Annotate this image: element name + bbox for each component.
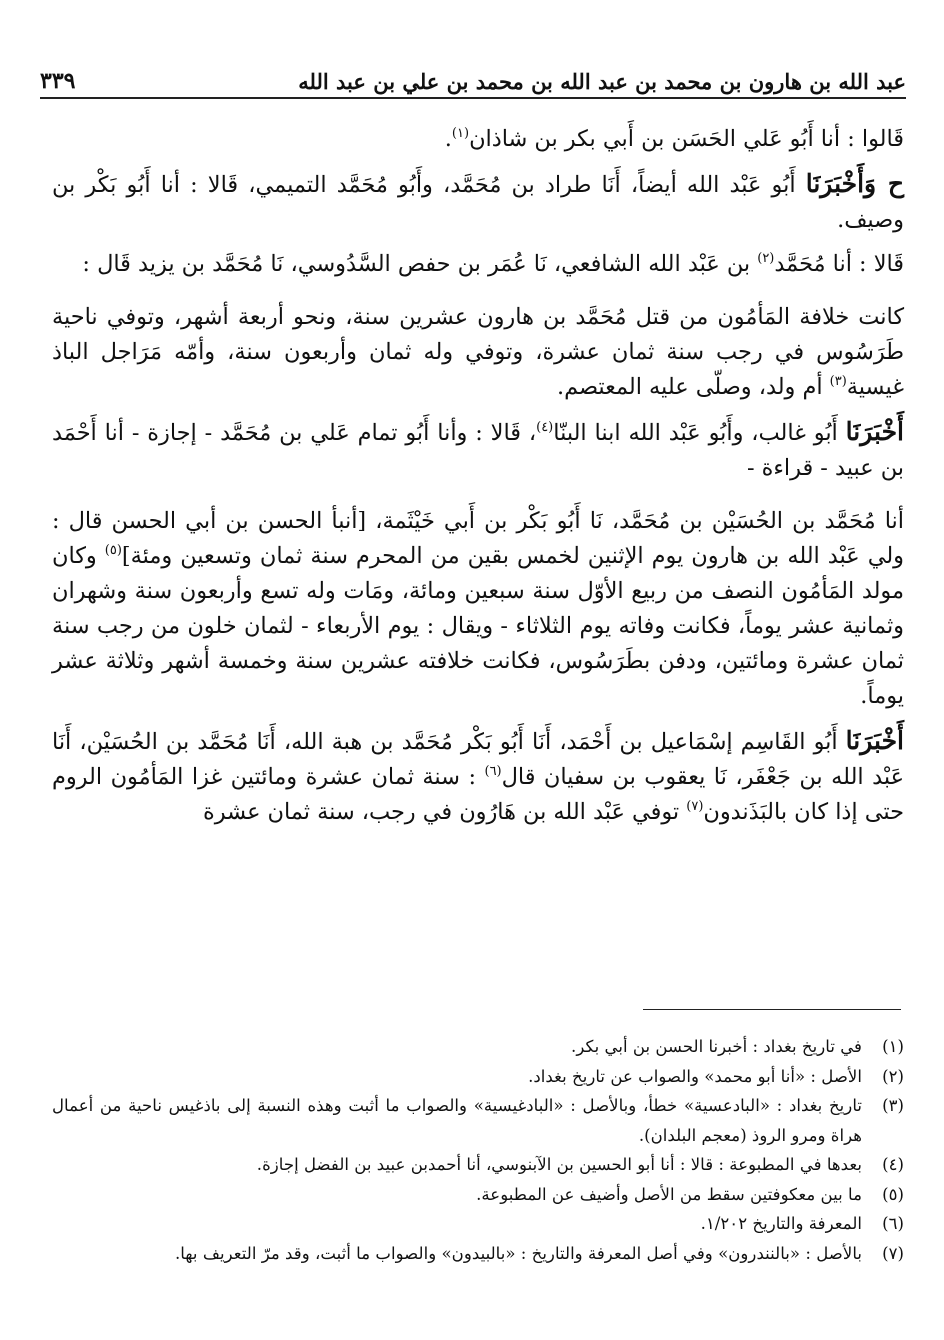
paragraph: أَخْبَرَنَا أَبُو القَاسِم إسْمَاعيل بن أَحْمَد، أَنَا أَبُو بَكْر مُحَمَّد بن هبة الله، أَنَا مُحَمَّد بن الحُسَيْن، أَنَا عَبْد الله بن جَعْفَر، نَا يعقوب بن سفيان قال$^{(٦)}$ : سنة ثمان عشرة ومائتين غزا المَأمُون الروم حتى إذا كان بالبَذَندون$^{(٧)}$ توفي عَبْد الله بن هَارُون في رجب، سنة ثمان عشرة xyxy=(52,726,904,825)
paragraph: أنا مُحَمَّد بن الحُسَيْن بن مُحَمَّد، نَا أَبُو بَكْر بن أَبي خَيْثَمة، [أنبأ الحسن بن أبي الحسن قال : ولي عَبْد الله بن هارون يوم الإثنين لخمس بقين من المحرم سنة ثمان وتسعين ومئة]$^{(٥)}$ وكان مولد المَأمُون النصف من ربيع الأوّل سنة سبعين ومائة، ومَات وله تسع وأربعون سنة وشهران وثمانية عشر يوماً، فكانت وفاته يوم الثلاثاء - ويقال : يوم الأربعاء - لثمان خلون من رجب سنة ثمان عشرة ومائتين، ودفن بطَرَسُوس، فكانت خلافته عشرين سنة وخمسة أشهر وثلاثة عشر يوماً. xyxy=(52,508,904,709)
footnote-item xyxy=(52,1062,904,1092)
footnote-ref: (٥) xyxy=(104,543,122,558)
footnote-number: (٤) xyxy=(882,1155,904,1174)
paragraph: قَالوا : أنا أَبُو عَلي الحَسَن بن أَبي بكر بن شاذان$^{(١)}$. xyxy=(444,126,904,152)
footnote-number: (٥) xyxy=(882,1184,904,1204)
footnotes xyxy=(52,1032,904,1268)
main-text xyxy=(52,122,904,830)
paragraph: كانت خلافة المَأمُون من قتل مُحَمَّد بن هارون عشرين سنة، ونحو أربعة أشهر، وتوفي ناحية طَرَسُوس في رجب سنة ثمان عشرة، وتوفي وله ثمان وأربعون سنة، وأمّه مَرَاجل الباذ غيسية$^{(٣)}$ أم ولد، وصلّى عليه المعتصم. xyxy=(52,304,904,400)
paragraph: قَالا : أنا مُحَمَّد$^{(٢)}$ بن عَبْد الله الشافعي، نَا عُمَر بن حفص السَّدُوسي، نَا مُحَمَّد بن يزيد قَال : xyxy=(82,251,904,277)
footnote-number: (١) xyxy=(882,1037,904,1056)
isnad-lead: أَخْبَرَنَا xyxy=(845,726,904,755)
paragraph: ح وَأَخْبَرَنَا أَبُو عَبْد الله أيضاً، أَنَا طراد بن مُحَمَّد، وأَبُو مُحَمَّد التميمي، قَالا : أنا أَبُو بَكْر بن وصيف. xyxy=(52,169,904,233)
footnote-rule xyxy=(643,1009,901,1010)
footnote-number: (٦) xyxy=(882,1214,904,1233)
footnote-item xyxy=(52,1091,904,1150)
header-rule xyxy=(40,97,906,99)
page-number: ٣٣٩ xyxy=(40,68,76,94)
footnote-number: (٣) xyxy=(882,1096,904,1115)
isnad-lead: أَخْبَرَنَا xyxy=(845,417,904,446)
footnote-text: المعرفة والتاريخ ١/٢٠٢. xyxy=(700,1214,862,1233)
running-title: عبد الله بن هارون بن محمد بن عبد الله بن محمد بن علي بن عبد الله xyxy=(298,69,906,94)
footnote-ref: (٤) xyxy=(536,420,554,435)
isnad-lead: ح وَأَخْبَرَنَا xyxy=(805,169,904,198)
running-header xyxy=(40,58,906,94)
footnote-item xyxy=(52,1209,904,1239)
footnote-text: الأصل : «أنا أبو محمد» والصواب عن تاريخ بغداد. xyxy=(528,1066,862,1086)
footnote-text: ما بين معكوفتين سقط من الأصل وأضيف عن المطبوعة. xyxy=(476,1184,862,1204)
footnote-text: في تاريخ بغداد : أخبرنا الحسن بن أبي بكر. xyxy=(571,1037,862,1056)
footnote-text: بالأصل : «بالنندرون» وفي أصل المعرفة والتاريخ : «بالبيدون» والصواب ما أثبت، وقد مرّ التعريف بها. xyxy=(174,1243,862,1263)
footnote-item xyxy=(52,1150,904,1180)
footnote-ref: (١) xyxy=(451,126,470,141)
footnote-number: (٢) xyxy=(882,1066,904,1086)
footnote-ref: (٧) xyxy=(686,799,704,814)
footnote-item xyxy=(52,1180,904,1210)
footnote-item xyxy=(52,1032,904,1062)
footnote-number: (٧) xyxy=(882,1243,904,1263)
paragraph: أَخْبَرَنَا أَبُو غالب، وأَبُو عَبْد الله ابنا البنّا$^{(٤)}$، قَالا : وأنا أَبُو تمام عَلي بن مُحَمَّد - إجازة - أنا أَحْمَد بن عبيد - قراءة - xyxy=(52,417,904,481)
footnote-ref: (٢) xyxy=(757,251,775,266)
footnote-ref: (٦) xyxy=(484,764,502,779)
footnote-item xyxy=(52,1239,904,1269)
footnote-text: تاريخ بغداد : «البادعسية» خطأ، وبالأصل : «البادغيسية» والصواب ما أثبت وهذه النسبة إلى باذغيس ناحية من أعمال هراة ومرو الروذ (معجم البلدان). xyxy=(52,1096,862,1145)
footnote-text: بعدها في المطبوعة : قالا : أنا أبو الحسين بن الآبنوسي، أنا أحمدبن عبيد بن الفضل إجازة. xyxy=(256,1155,862,1174)
footnote-ref: (٣) xyxy=(829,374,847,389)
